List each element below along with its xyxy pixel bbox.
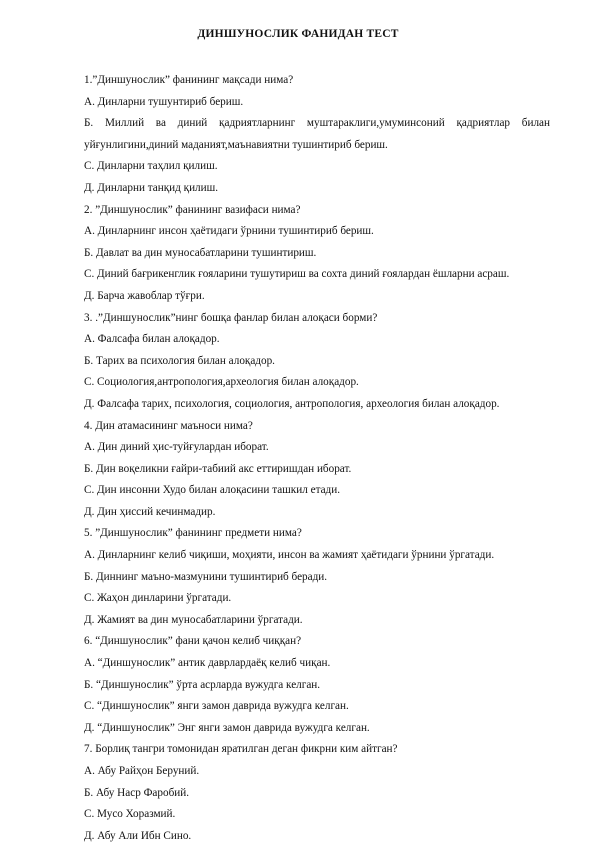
q3-option-a: А. Фалсафа билан алоқадор. bbox=[84, 333, 220, 346]
q4-option-d: Д. Дин ҳиссий кечинмадир. bbox=[84, 505, 216, 518]
q1-option-c: С. Динларни таҳлил қилиш. bbox=[84, 160, 218, 173]
q7-option-b: Б. Абу Наср Фаробий. bbox=[84, 786, 190, 799]
q3-option-d: Д. Фалсафа тарих, психология, социология, антропология, археология билан алоқадор. bbox=[84, 397, 500, 410]
q5-option-d: Д. Жамият ва дин муносабатларини ўргатади. bbox=[84, 613, 303, 626]
q3-option-b: Б. Тарих ва психология билан алоқадор. bbox=[84, 354, 275, 367]
q3-option-c: С. Социология,антропология,археология билан алоқадор. bbox=[84, 376, 359, 389]
question-1: 1.”Диншунослик” фанининг мақсади нима? bbox=[84, 74, 294, 86]
q4-option-b: Б. Дин воқеликни ғайри-табиий акс еттиришдан иборат. bbox=[84, 462, 352, 475]
question-6: 6. “Диншунослик” фани қачон келиб чиққан? bbox=[84, 635, 302, 648]
question-4: 4. Дин атамасининг маъноси нима? bbox=[84, 419, 253, 432]
q2-option-c: С. Диний бағрикенглик ғояларини тушутириш ва сохта диний ғоялардан ёшларни асраш. bbox=[84, 268, 510, 281]
q7-option-d: Д. Абу Али Ибн Сино. bbox=[84, 829, 192, 842]
q5-option-a: А. Динларнинг келиб чиқиши, моҳияти, инсон ва жамият ҳаётидаги ўрнини ўргатади. bbox=[84, 549, 495, 562]
q5-option-c: С. Жаҳон динларини ўргатади. bbox=[84, 592, 232, 605]
q6-option-b: Б. “Диншунослик” ўрта асрларда вужудга келган. bbox=[84, 678, 321, 691]
q7-option-c: С. Мусо Хоразмий. bbox=[84, 808, 176, 821]
q2-option-a: А. Динларнинг инсон ҳаётидаги ўрнини тушинтириб бериш. bbox=[84, 225, 374, 238]
q5-option-b: Б. Диннинг маъно-мазмунини тушинтириб беради. bbox=[84, 570, 328, 583]
question-2: 2. ”Диншунослик” фанининг вазифаси нима? bbox=[84, 203, 301, 216]
q6-option-c: С. “Диншунослик” янги замон даврида вужудга келган. bbox=[84, 700, 349, 713]
q1-option-b-continued: уйғунлигини,диний маданият,маънавиятни тушинтириб бериш. bbox=[84, 138, 388, 151]
question-7: 7. Борлиқ тангри томонидан яратилган деган фикрни ким айтган? bbox=[84, 743, 398, 756]
q4-option-a: А. Дин диний ҳис-туйғулардан иборат. bbox=[84, 441, 269, 454]
question-5: 5. ”Диншунослик” фанининг предмети нима? bbox=[84, 527, 302, 540]
test-content bbox=[84, 70, 550, 847]
q6-option-d: Д. “Диншунослик” Энг янги замон даврида вужудга келган. bbox=[84, 721, 370, 734]
q7-option-a: А. Абу Райҳон Беруний. bbox=[84, 765, 200, 777]
q1-option-b: Б. Миллий ва диний қадриятларнинг муштараклиги,умуминсоний қадриятлар билан bbox=[84, 117, 550, 130]
q4-option-c: С. Дин инсонни Худо билан алоқасини ташкил етади. bbox=[84, 484, 341, 497]
q2-option-d: Д. Барча жавоблар тўғри. bbox=[84, 289, 205, 302]
q1-option-a: А. Динларни тушунтириб бериш. bbox=[84, 95, 244, 108]
q6-option-a: А. “Диншунослик” антик даврлардаёқ келиб чиқан. bbox=[84, 657, 331, 670]
q2-option-b: Б. Давлат ва дин муносабатларини тушинтириш. bbox=[84, 246, 317, 259]
page-title: ДИНШУНОСЛИК ФАНИДАН ТЕСТ bbox=[197, 28, 399, 40]
q1-option-d: Д. Динларни танқид қилиш. bbox=[84, 181, 219, 194]
question-3: 3. .”Диншунослик”нинг бошқа фанлар билан алоқаси борми? bbox=[84, 311, 378, 324]
